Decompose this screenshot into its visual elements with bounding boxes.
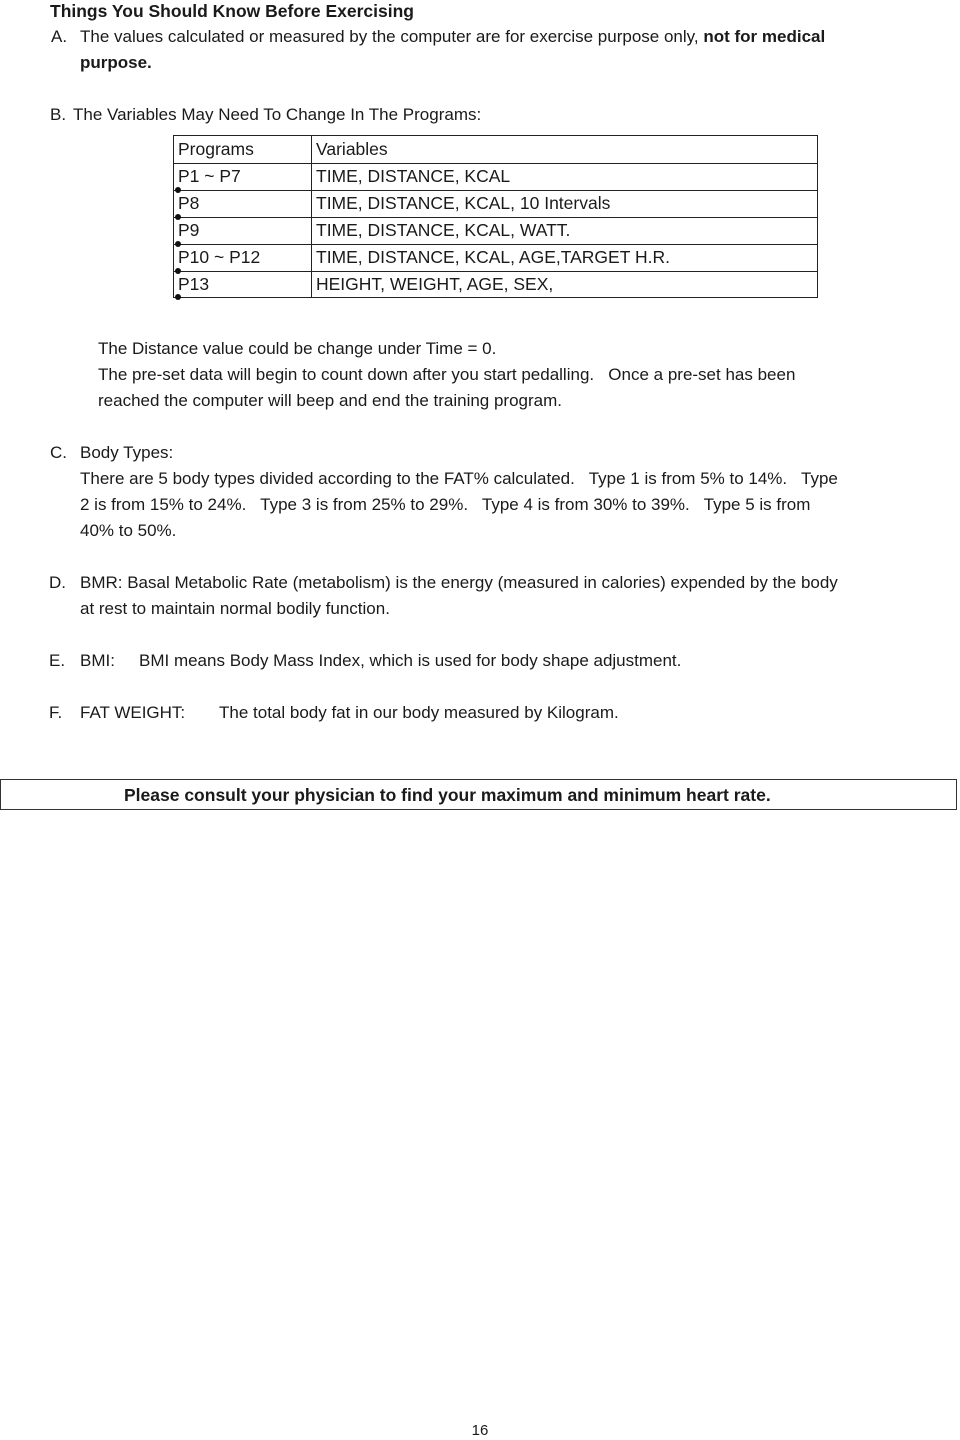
table-header-programs: Programs xyxy=(178,139,254,159)
section-a-line1 xyxy=(80,24,825,50)
table-program-cell: P10 ~ P12 xyxy=(178,247,261,267)
page-heading: Things You Should Know Before Exercising xyxy=(50,1,414,21)
table-variables-cell: HEIGHT, WEIGHT, AGE, SEX, xyxy=(316,274,554,294)
section-a-line2: purpose. xyxy=(80,53,152,72)
section-c-line1: There are 5 body types divided according to the FAT% calculated. Type 1 is from 5% to 14%. Type xyxy=(80,469,838,488)
section-b-letter: B. xyxy=(50,105,67,124)
table-program-cell: P8 xyxy=(178,193,200,213)
table-program-cell: P9 xyxy=(178,220,200,240)
section-e-letter: E. xyxy=(49,651,66,670)
note-preset-line2: reached the computer will beep and end the training program. xyxy=(98,391,563,410)
section-d-line2: at rest to maintain normal bodily function. xyxy=(80,599,390,618)
table-variables-cell: TIME, DISTANCE, KCAL, 10 Intervals xyxy=(316,193,611,213)
physician-notice-text: Please consult your physician to find your maximum and minimum heart rate. xyxy=(124,785,771,805)
section-f-letter: F. xyxy=(49,703,63,722)
table-program-cell: P1 ~ P7 xyxy=(178,166,241,186)
note-preset-line1: The pre-set data will begin to count down after you start pedalling. Once a pre-set has been xyxy=(98,365,796,384)
bullet-dot-icon xyxy=(175,268,181,274)
section-d-letter: D. xyxy=(49,573,66,592)
section-c-title: Body Types: xyxy=(80,443,174,462)
section-a-bold: not for medical xyxy=(703,27,826,46)
section-a-text: The values calculated or measured by the computer are for exercise purpose only, xyxy=(80,27,699,46)
bullet-dot-icon xyxy=(175,214,181,220)
table-header-variables: Variables xyxy=(316,139,388,159)
section-c-line3: 40% to 50%. xyxy=(80,521,177,540)
bullet-dot-icon xyxy=(175,241,181,247)
section-e-text: BMI means Body Mass Index, which is used for body shape adjustment. xyxy=(139,651,682,670)
section-a-letter: A. xyxy=(51,27,68,46)
table-variables-cell: TIME, DISTANCE, KCAL, WATT. xyxy=(316,220,571,240)
section-f-label: FAT WEIGHT: xyxy=(80,703,186,722)
section-f-text: The total body fat in our body measured by Kilogram. xyxy=(219,703,619,722)
table-program-cell: P13 xyxy=(178,274,210,294)
table-variables-cell: TIME, DISTANCE, KCAL xyxy=(316,166,511,186)
section-e-label: BMI: xyxy=(80,651,115,670)
section-c-line2: 2 is from 15% to 24%. Type 3 is from 25% to 29%. Type 4 is from 30% to 39%. Type 5 is from xyxy=(80,495,811,514)
section-d-line1: BMR: Basal Metabolic Rate (metabolism) is the energy (measured in calories) expended by the body xyxy=(80,573,838,592)
table-variables-cell: TIME, DISTANCE, KCAL, AGE,TARGET H.R. xyxy=(316,247,670,267)
page-number: 16 xyxy=(471,1422,489,1439)
programs-table xyxy=(173,135,818,298)
bullet-dot-icon xyxy=(175,187,181,193)
section-b-title: The Variables May Need To Change In The Programs: xyxy=(73,105,482,124)
note-distance: The Distance value could be change under Time = 0. xyxy=(98,339,497,358)
physician-notice-box xyxy=(0,779,957,810)
bullet-dot-icon xyxy=(175,294,181,300)
section-c-letter: C. xyxy=(50,443,67,462)
